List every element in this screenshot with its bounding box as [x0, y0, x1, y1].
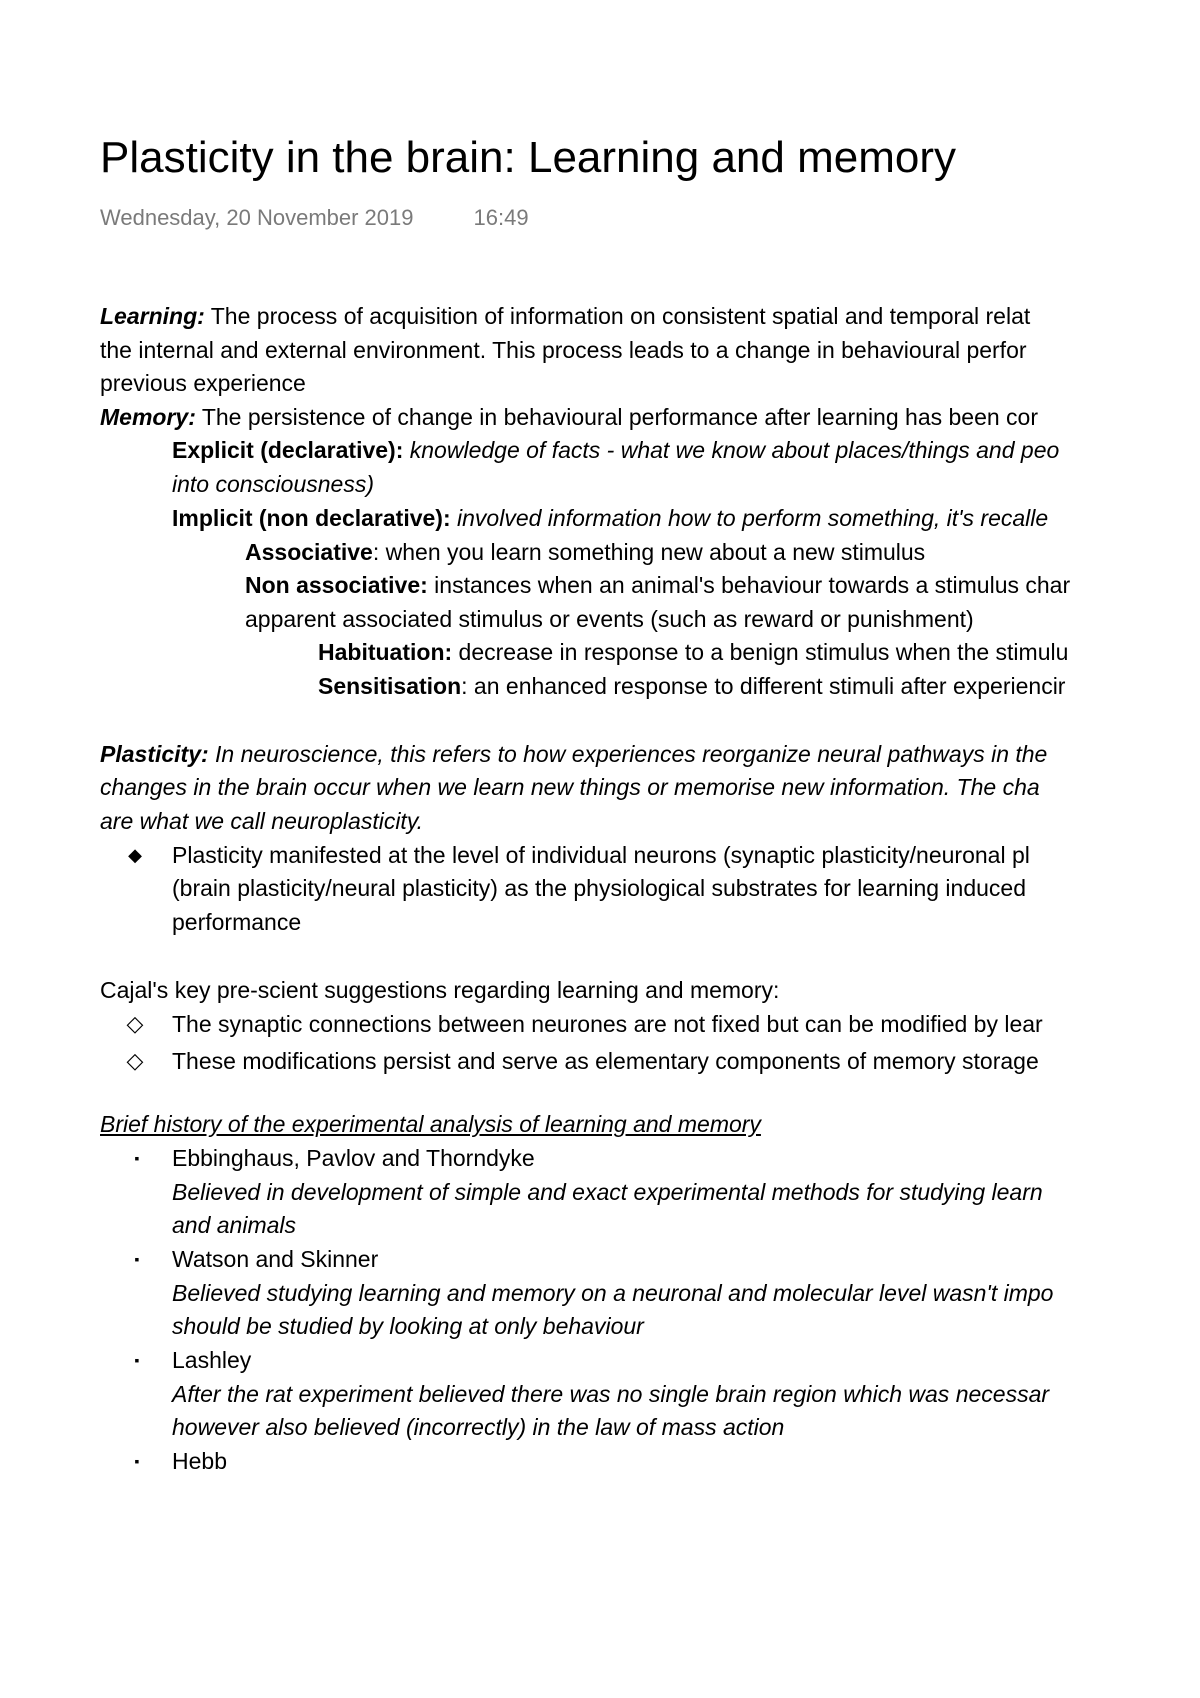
explicit-line-2: into consciousness)	[172, 471, 374, 497]
square-bullet-icon: ▪	[134, 1352, 140, 1368]
learning-definition	[100, 301, 1030, 331]
plasticity-definition	[100, 739, 1047, 769]
page-title: Plasticity in the brain: Learning and memory	[100, 133, 956, 182]
history-item-desc: Believed in development of simple and exact experimental methods for studying learn	[172, 1179, 1043, 1205]
history-heading: Brief history of the experimental analysis of learning and memory	[100, 1111, 761, 1137]
history-item-desc: Believed studying learning and memory on a neuronal and molecular level wasn't impo	[172, 1280, 1054, 1306]
history-item-name: Hebb	[172, 1448, 227, 1474]
associative-learning	[245, 537, 925, 567]
square-bullet-icon: ▪	[134, 1453, 140, 1469]
square-bullet-icon: ▪	[134, 1150, 140, 1166]
plasticity-text-1: In neuroscience, this refers to how experiences reorganize neural pathways in the	[208, 741, 1048, 767]
sensitisation-text: : an enhanced response to different stimuli after experiencir	[461, 673, 1066, 699]
plasticity-line-3: are what we call neuroplasticity.	[100, 808, 423, 834]
plasticity-line-2: changes in the brain occur when we learn new things or memorise new information. The cha	[100, 774, 1040, 800]
history-item-desc: and animals	[172, 1212, 297, 1238]
memory-text-1: The persistence of change in behavioural performance after learning has been cor	[195, 404, 1039, 430]
hollow-diamond-bullet-icon: ◇	[126, 1048, 144, 1073]
non-associative-learning	[245, 570, 1070, 600]
note-date: Wednesday, 20 November 2019	[100, 205, 414, 230]
history-item-name: Lashley	[172, 1347, 252, 1373]
habituation-term: Habituation:	[318, 639, 453, 665]
implicit-memory	[172, 503, 1048, 533]
non-associative-text-1: instances when an animal's behaviour towards a stimulus char	[427, 572, 1071, 598]
plasticity-bullet-line-1: Plasticity manifested at the level of individual neurons (synaptic plasticity/neuronal pl	[172, 842, 1030, 868]
implicit-colon: :	[442, 505, 451, 531]
implicit-term: Implicit (non declarative)	[172, 505, 443, 531]
explicit-term: Explicit (declarative)	[172, 437, 396, 463]
non-associative-line-2: apparent associated stimulus or events (such as reward or punishment)	[245, 606, 974, 632]
habituation-text: decrease in response to a benign stimulus when the stimulu	[452, 639, 1069, 665]
history-item-desc: however also believed (incorrectly) in the law of mass action	[172, 1414, 785, 1440]
cajal-item-2: These modifications persist and serve as elementary components of memory storage	[172, 1048, 1039, 1074]
history-item-desc: After the rat experiment believed there was no single brain region which was necessar	[172, 1381, 1050, 1407]
memory-definition	[100, 402, 1038, 432]
plasticity-bullet-line-2: (brain plasticity/neural plasticity) as the physiological substrates for learning induced	[172, 875, 1026, 901]
explicit-colon: :	[395, 437, 404, 463]
history-item-desc: should be studied by looking at only behaviour	[172, 1313, 644, 1339]
implicit-text-1: involved information how to perform something, it's recalle	[450, 505, 1049, 531]
associative-text: : when you learn something new about a new stimulus	[372, 539, 926, 565]
plasticity-term: Plasticity:	[100, 741, 209, 767]
learning-text-1: The process of acquisition of information on consistent spatial and temporal relat	[204, 303, 1031, 329]
associative-term: Associative	[245, 539, 373, 565]
cajal-item-1: The synaptic connections between neurones are not fixed but can be modified by lear	[172, 1011, 1043, 1037]
diamond-bullet-icon: ◆	[128, 845, 142, 865]
memory-term: Memory:	[100, 404, 196, 430]
plasticity-bullet-line-3: performance	[172, 909, 302, 935]
note-timestamp	[100, 205, 529, 231]
cajal-intro: Cajal's key pre-scient suggestions regarding learning and memory:	[100, 977, 780, 1003]
history-item-name: Watson and Skinner	[172, 1246, 379, 1272]
sensitisation	[318, 671, 1065, 701]
learning-line-3: previous experience	[100, 370, 306, 396]
sensitisation-term: Sensitisation	[318, 673, 462, 699]
learning-term: Learning:	[100, 303, 205, 329]
explicit-memory	[172, 435, 1059, 465]
habituation	[318, 637, 1068, 667]
history-item-name: Ebbinghaus, Pavlov and Thorndyke	[172, 1145, 535, 1171]
hollow-diamond-bullet-icon: ◇	[126, 1011, 144, 1036]
note-time: 16:49	[473, 205, 529, 230]
non-associative-term: Non associative:	[245, 572, 428, 598]
square-bullet-icon: ▪	[134, 1251, 140, 1267]
learning-line-2: the internal and external environment. This process leads to a change in behavioural perfor	[100, 337, 1027, 363]
explicit-text-1: knowledge of facts - what we know about places/things and peo	[403, 437, 1060, 463]
